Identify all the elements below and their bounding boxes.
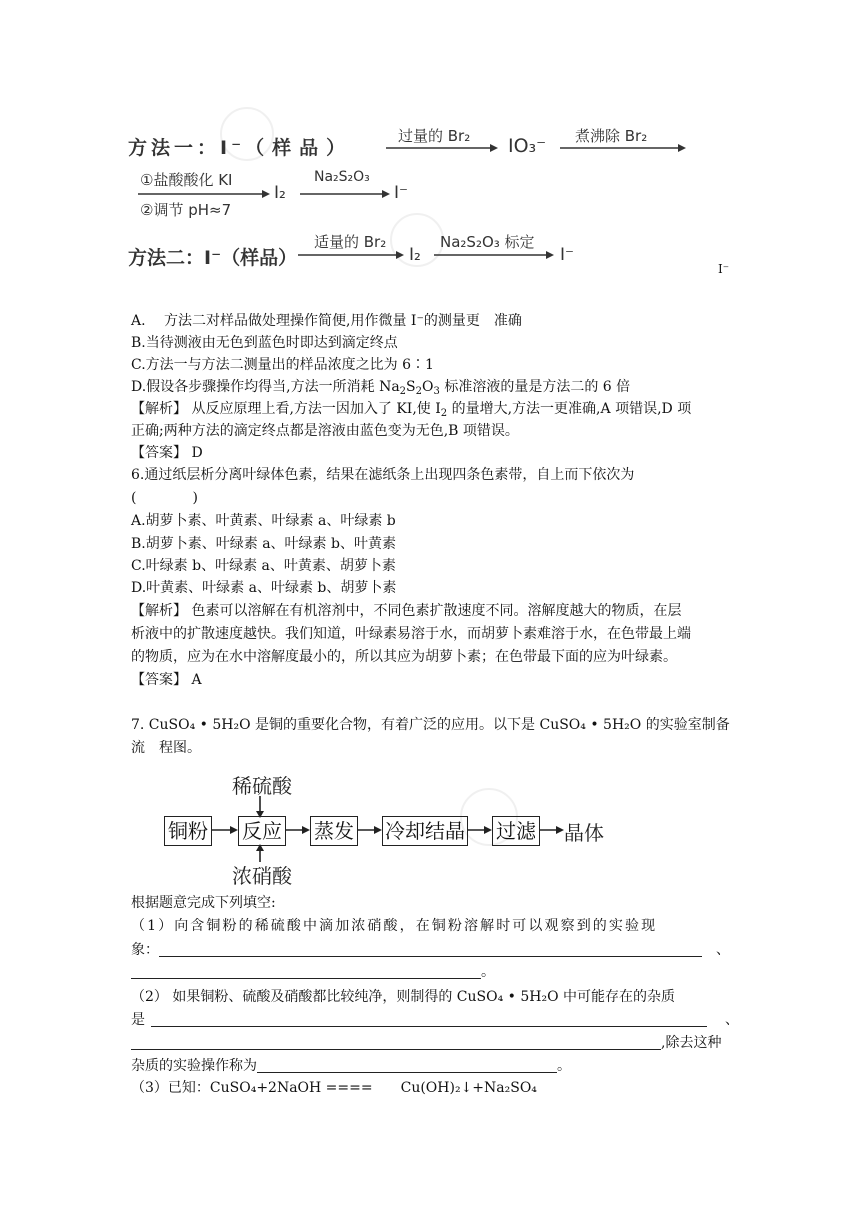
flow-product: 晶体 xyxy=(564,821,604,845)
corner-iodide-label: I⁻ xyxy=(718,262,730,276)
q7-part2-line4: 杂质的实验操作称为 。 xyxy=(131,1058,571,1074)
arrow-icon xyxy=(298,250,404,260)
answer-tag: 【答案】 xyxy=(131,672,187,688)
method1-product: IO₃⁻ xyxy=(508,135,547,157)
method1-final: I⁻ xyxy=(394,183,408,203)
q6-answer: 【答案】 A xyxy=(131,672,202,688)
flowchart-figure xyxy=(160,768,640,888)
q7-part1-line3: 。 xyxy=(131,962,495,982)
flow-box-copper: 铜粉 xyxy=(164,816,212,846)
analysis-tag: 【解析】 xyxy=(131,603,187,619)
answer-blank[interactable] xyxy=(131,1035,661,1050)
arrow-icon xyxy=(138,189,270,199)
flow-box-crystallize: 冷却结晶 xyxy=(382,816,468,846)
arrow-icon xyxy=(300,189,390,199)
q6-stem-line2: ( ) xyxy=(131,490,198,506)
method1-step-b: ②调节 pH≈7 xyxy=(140,201,232,219)
q7-part2-line1: （2） 如果铜粉、硫酸及硝酸都比较纯净，则制得的 CuSO₄ • 5H₂O 中可能存在的杂质 xyxy=(131,989,676,1005)
flow-box-reaction: 反应 xyxy=(238,816,286,846)
q5-option-c: C.方法一与方法二测量出的样品浓度之比为 6∶1 xyxy=(131,357,434,373)
q7-part1-line2: 象： 、 xyxy=(131,942,730,958)
q7-stem-line1: 7. CuSO₄ • 5H₂O 是铜的重要化合物，有着广泛的应用。以下是 CuSO₄ • 5H₂O 的实验室制备 xyxy=(131,717,730,733)
method1-arrow1-label: 过量的 Br₂ xyxy=(398,127,471,145)
method2-i2: I₂ xyxy=(409,245,421,265)
arrow-icon xyxy=(468,825,492,835)
flow-box-filter: 过滤 xyxy=(492,816,540,846)
q7-stem-line2: 流 程图。 xyxy=(131,740,201,756)
arrow-icon xyxy=(212,825,238,835)
reaction-scheme-figure xyxy=(128,113,688,275)
arrow-icon xyxy=(434,250,554,260)
q6-analysis-line1: 【解析】 色素可以溶解在有机溶剂中，不同色素扩散速度不同。溶解度越大的物质，在层 xyxy=(131,603,682,619)
arrow-icon xyxy=(386,143,498,153)
method2-arrow1-label: 适量的 Br₂ xyxy=(314,233,387,251)
q7-part1-line1: （1）向含铜粉的稀硫酸中滴加浓硝酸，在铜粉溶解时可以观察到的实验现 xyxy=(131,918,658,934)
q6-option-d: D.叶黄素、叶绿素 a、叶绿素 b、胡萝卜素 xyxy=(131,580,397,596)
q5-answer: 【答案】 D xyxy=(131,445,203,461)
analysis-tag: 【解析】 xyxy=(131,401,187,417)
answer-blank[interactable] xyxy=(159,942,702,957)
method1-arrow3-label: Na₂S₂O₃ xyxy=(314,169,370,185)
q6-option-b: B.胡萝卜素、叶绿素 a、叶绿素 b、叶黄素 xyxy=(131,536,396,552)
q6-stem-line1: 6.通过纸层析分离叶绿体色素，结果在滤纸条上出现四条色素带，自上而下依次为 xyxy=(131,467,635,483)
method1-i2: I₂ xyxy=(274,183,286,203)
method1-label: 方法一： xyxy=(128,137,221,159)
method1-ion: I⁻ xyxy=(220,137,246,159)
flow-bottom-reagent: 浓硝酸 xyxy=(232,864,292,888)
method1-step-a: ①盐酸酸化 KI xyxy=(140,171,233,189)
arrow-icon xyxy=(286,825,310,835)
arrow-icon xyxy=(358,825,382,835)
method2-label: 方法二：I⁻（样品） xyxy=(128,247,298,269)
flow-top-reagent: 稀硫酸 xyxy=(232,774,292,798)
q6-analysis-line3: 的物质，应为在水中溶解度最小的，所以其应为胡萝卜素；在色带最下面的应为叶绿素。 xyxy=(131,649,677,665)
q6-analysis-line2: 析液中的扩散速度越快。我们知道，叶绿素易溶于水，而胡萝卜素难溶于水，在色带最上端 xyxy=(131,626,691,642)
q7-instruction: 根据题意完成下列填空: xyxy=(131,895,276,911)
method2-final: I⁻ xyxy=(560,245,574,265)
flow-box-evaporate: 蒸发 xyxy=(310,816,358,846)
q5-option-b: B.当待测液由无色到蓝色时即达到滴定终点 xyxy=(131,335,398,351)
q7-part2-line3: ,除去这种 xyxy=(131,1033,721,1053)
method1-sample: （样品） xyxy=(245,137,354,159)
q5-analysis-line2: 正确;两种方法的滴定终点都是溶液由蓝色变为无色,B 项错误。 xyxy=(131,423,519,439)
q7-part3-line1: （3）已知：CuSO₄+2NaOH ==== Cu(OH)₂↓+Na₂SO₄ xyxy=(131,1080,537,1096)
answer-tag: 【答案】 xyxy=(131,445,187,461)
method1-arrow2-label: 煮沸除 Br₂ xyxy=(575,127,648,145)
answer-blank[interactable] xyxy=(151,1012,707,1027)
arrow-down-icon xyxy=(255,796,265,818)
q6-option-c: C.叶绿素 b、叶绿素 a、叶黄素、胡萝卜素 xyxy=(131,558,396,574)
q5-analysis-line1: 【解析】 从反应原理上看,方法一因加入了 KI,使 $I_2$ 的量增大,方法一更准确,A 项错误,D 项 xyxy=(131,401,692,419)
q7-part2-line2: 是 、 xyxy=(131,1012,739,1028)
method2-arrow2-label: Na₂S₂O₃ 标定 xyxy=(440,233,535,251)
arrow-icon xyxy=(540,825,564,835)
q5-option-d: D.假设各步骤操作均得当,方法一所消耗 $Na_2S_2O_3$ 标准溶液的量是方法二的 6 倍 xyxy=(131,379,631,397)
answer-blank[interactable] xyxy=(257,1058,557,1073)
q5-option-a: A. 方法二对样品做处理操作简便,用作微量 I⁻的测量更 准确 xyxy=(131,313,522,329)
arrow-icon xyxy=(560,143,686,153)
q6-option-a: A.胡萝卜素、叶黄素、叶绿素 a、叶绿素 b xyxy=(131,513,396,529)
answer-blank[interactable] xyxy=(131,964,481,979)
